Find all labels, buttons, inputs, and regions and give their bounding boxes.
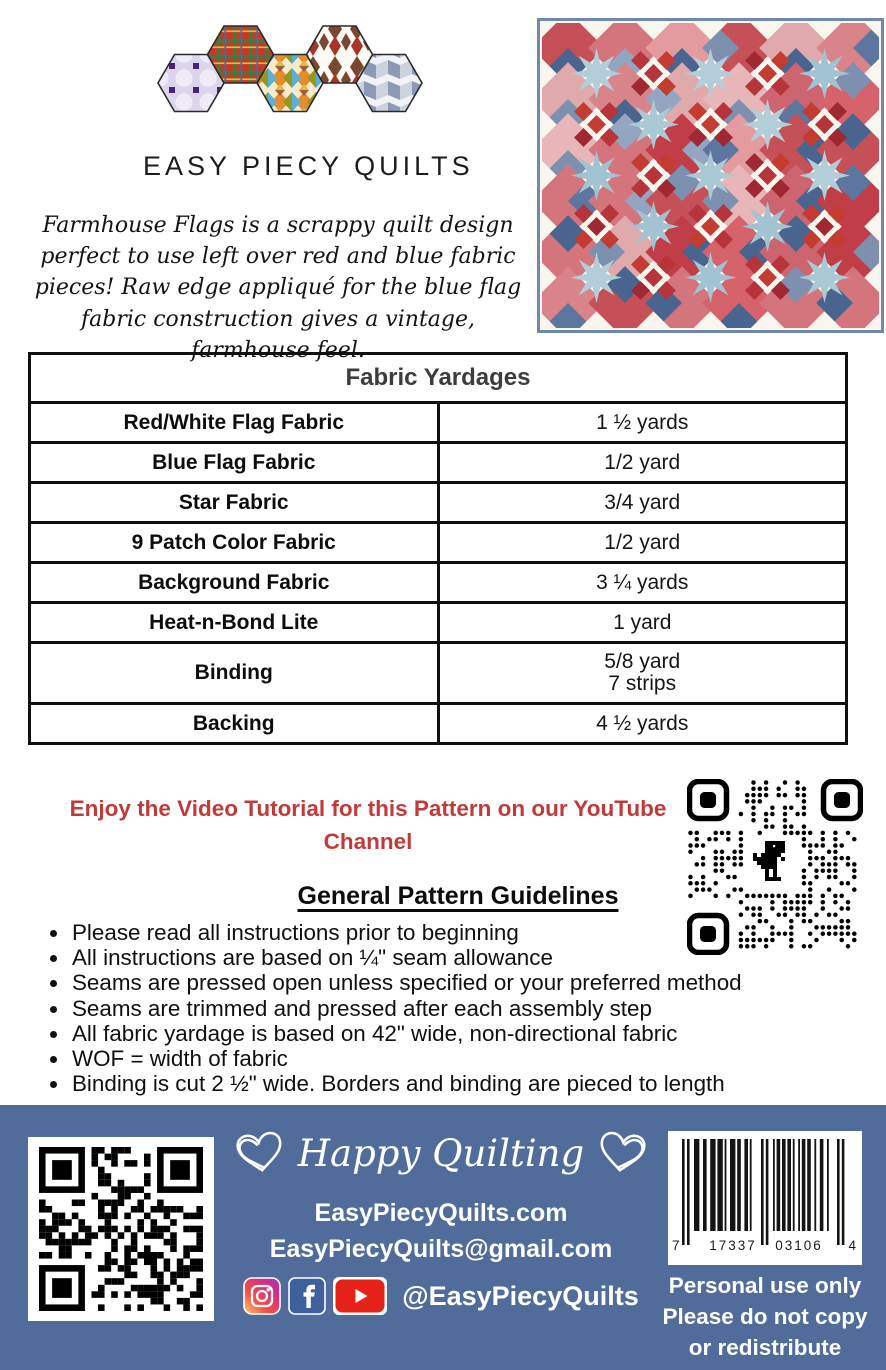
guideline-item: • Binding is cut 2 ½" wide. Borders and binding are pieced to length <box>70 1071 882 1096</box>
guideline-item: • All fabric yardage is based on 42" wide, non-directional fabric <box>70 1021 882 1046</box>
table-row <box>30 523 847 563</box>
usage-line: or redistribute <box>688 1334 842 1360</box>
fabric-value: 3 ¼ yards <box>438 563 847 603</box>
fabric-label: Star Fabric <box>30 483 439 523</box>
video-tutorial-callout: Enjoy the Video Tutorial for this Pattern on our YouTube Channel <box>69 796 667 854</box>
social-row <box>218 1277 664 1315</box>
barcode-digit-group: 17337 <box>709 1238 757 1253</box>
fabric-label: Heat-n-Bond Lite <box>30 603 439 643</box>
guidelines-title: General Pattern Guidelines <box>297 882 619 910</box>
fabric-label: Backing <box>30 704 439 744</box>
fabric-label: Red/White Flag Fabric <box>30 403 439 443</box>
barcode-digits <box>668 1238 862 1262</box>
footer-center <box>218 1115 664 1315</box>
usage-line: Please do not copy <box>662 1303 868 1329</box>
heart-icon <box>233 1128 286 1178</box>
guideline-item: • All instructions are based on ¼" seam allowance <box>70 945 882 970</box>
quilt-preview-image <box>537 18 884 333</box>
hexagon-logo-icon <box>148 18 428 144</box>
fabric-value: 1 ½ yards <box>438 403 847 443</box>
table-row <box>30 603 847 643</box>
fabric-value-line: 5/8 yard <box>604 649 681 673</box>
table-row <box>30 403 847 443</box>
heart-icon <box>596 1128 649 1178</box>
barcode-digit-group: 7 <box>672 1238 682 1253</box>
fabric-label: 9 Patch Color Fabric <box>30 523 439 563</box>
tagline-text: Happy Quilting <box>297 1131 585 1175</box>
guideline-item: • Please read all instructions prior to beginning <box>70 920 882 945</box>
tagline-row <box>218 1115 664 1191</box>
quilt-illustration <box>537 18 884 333</box>
table-title: Fabric Yardages <box>30 354 847 403</box>
table-row <box>30 483 847 523</box>
pattern-description: Farmhouse Flags is a scrappy quilt design perfect to use left over red and blue fabric pieces! Raw edge appliqué for the blue flag fabric construction gives a vintage, farmhouse feel. <box>34 213 522 363</box>
fabric-value-line: 7 strips <box>608 672 677 695</box>
guideline-item: • Seams are pressed open unless specified or your preferred method <box>70 970 882 995</box>
fabric-value: 4 ½ yards <box>438 704 847 744</box>
social-handle[interactable]: @EasyPiecyQuilts <box>402 1280 639 1311</box>
fabric-value: 3/4 yard <box>438 483 847 523</box>
website-qr-code <box>28 1137 214 1321</box>
footer <box>0 1105 886 1370</box>
brand-wordmark: EASY PIECY QUILTS <box>143 151 474 181</box>
fabric-value: 1/2 yard <box>438 443 847 483</box>
guidelines-list <box>42 920 882 1096</box>
fabric-label: Blue Flag Fabric <box>30 443 439 483</box>
guideline-item: • Seams are trimmed and pressed after each assembly step <box>70 996 882 1021</box>
fabric-value <box>438 643 847 704</box>
fabric-label: Background Fabric <box>30 563 439 603</box>
usage-notice <box>650 1271 880 1363</box>
table-row <box>30 563 847 603</box>
youtube-icon[interactable] <box>333 1277 387 1315</box>
facebook-icon[interactable] <box>288 1277 326 1315</box>
table-row <box>30 704 847 744</box>
barcode-digit-group: 4 <box>848 1238 858 1253</box>
barcode-digit-group: 03106 <box>775 1238 823 1253</box>
fabric-yardage-table <box>28 352 848 745</box>
fabric-value: 1 yard <box>438 603 847 643</box>
barcode <box>668 1131 862 1265</box>
table-row <box>30 443 847 483</box>
usage-line: Personal use only <box>668 1273 862 1298</box>
email-link[interactable]: EasyPiecyQuilts@gmail.com <box>269 1235 613 1263</box>
fabric-label: Binding <box>30 643 439 704</box>
table-row <box>30 643 847 704</box>
brand-logo <box>143 18 474 182</box>
fabric-value: 1/2 yard <box>438 523 847 563</box>
instagram-icon[interactable] <box>243 1277 281 1315</box>
website-link[interactable]: EasyPiecyQuilts.com <box>314 1199 568 1227</box>
qr-square-icon <box>39 1147 203 1311</box>
guideline-item: • WOF = width of fabric <box>70 1046 882 1071</box>
